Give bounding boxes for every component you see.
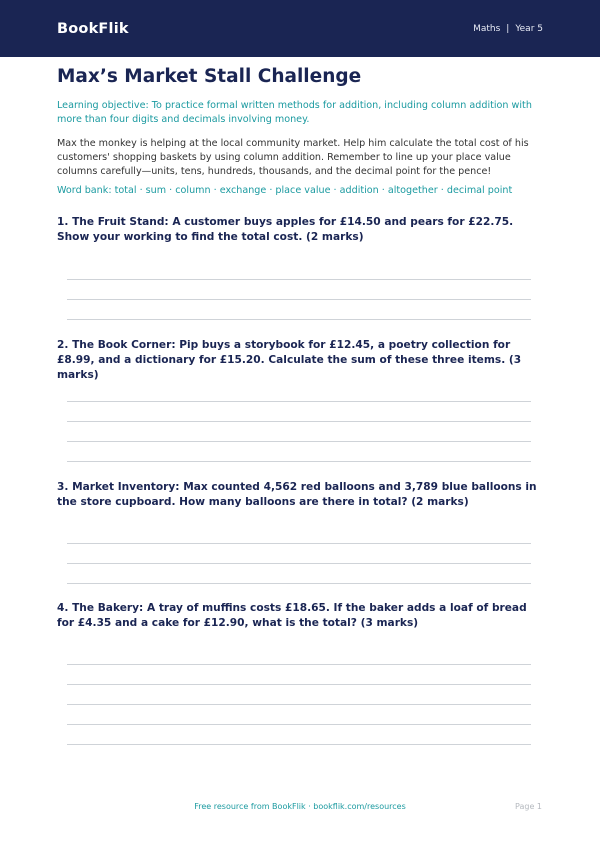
brand-logo[interactable]: BookFlik — [57, 20, 129, 37]
learning-objective: Learning objective: To practice formal written methods for addition, including column addition with more than four digits and decimals involving money. — [57, 100, 532, 125]
answer-line[interactable] — [67, 299, 531, 300]
meta-separator: | — [506, 23, 510, 34]
answer-line[interactable] — [67, 319, 531, 320]
question-2: 2. The Book Corner: Pip buys a storybook for £12.45, a poetry collection for £8.99, and a dictionary for £15.20. Calculate the sum of these three items. (3 marks) — [57, 339, 522, 381]
question-1: 1. The Fruit Stand: A customer buys apples for £14.50 and pears for £22.75. Show your working to find the total cost. (2 marks) — [57, 216, 514, 243]
question-3: 3. Market Inventory: Max counted 4,562 red balloons and 3,789 blue balloons in the store cupboard. How many balloons are there in total? (2 marks) — [57, 481, 537, 508]
answer-line[interactable] — [67, 704, 531, 705]
page-title: Max’s Market Stall Challenge — [57, 66, 362, 87]
answer-line[interactable] — [67, 724, 531, 725]
header-meta — [473, 24, 543, 34]
answer-line[interactable] — [67, 583, 531, 584]
answer-line[interactable] — [67, 684, 531, 685]
question-4: 4. The Bakery: A tray of muffins costs £18.65. If the baker adds a loaf of bread for £4.35 and a cake for £12.90, what is the total? (3 marks) — [57, 602, 527, 629]
answer-line[interactable] — [67, 441, 531, 442]
answer-line[interactable] — [67, 563, 531, 564]
subject-label: Maths — [473, 23, 501, 34]
answer-line[interactable] — [67, 543, 531, 544]
answer-line[interactable] — [67, 401, 531, 402]
page-number: Page 1 — [515, 802, 542, 811]
header-bar — [0, 0, 600, 57]
answer-line[interactable] — [67, 421, 531, 422]
year-label: Year 5 — [515, 23, 543, 34]
word-bank: Word bank: total · sum · column · exchange · place value · addition · altogether · decimal point — [57, 185, 513, 196]
answer-line[interactable] — [67, 279, 531, 280]
intro-paragraph: Max the monkey is helping at the local community market. Help him calculate the total cost of his customers' shopping baskets by using column addition. Remember to line up your place value columns carefully—units, tens, hundreds, thousands, and the decimal point for the pence! — [57, 138, 529, 177]
answer-line[interactable] — [67, 461, 531, 462]
answer-line[interactable] — [67, 744, 531, 745]
answer-line[interactable] — [67, 664, 531, 665]
footer-link[interactable]: Free resource from BookFlik · bookflik.com/resources — [194, 802, 406, 811]
